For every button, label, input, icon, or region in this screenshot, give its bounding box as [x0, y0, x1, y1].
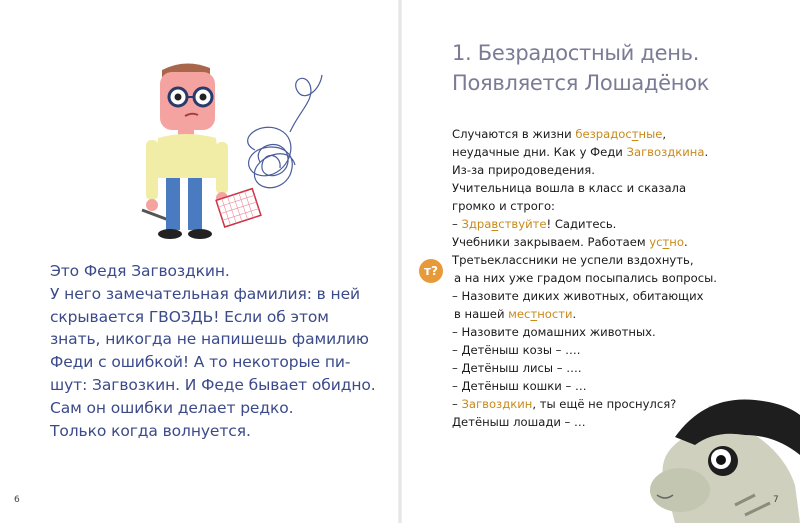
text-fragment: Третьеклассники не успели вздохнуть, — [452, 253, 694, 267]
text-fragment: – Назовите домашних животных. — [452, 325, 656, 339]
text-line — [452, 179, 752, 197]
text-fragment: Случаются в жизни — [452, 127, 576, 141]
intro-paragraph — [50, 260, 376, 442]
text-fragment: – — [452, 397, 462, 411]
text-line — [452, 341, 752, 359]
text-fragment: . — [704, 145, 709, 159]
highlighted-word: Здра — [461, 217, 492, 231]
text-line: У него замечательная фамилия: в ней — [50, 284, 360, 303]
text-line — [452, 323, 752, 341]
highlighted-word: Загвоздкина — [626, 145, 705, 159]
text-fragment: , — [662, 127, 667, 141]
text-fragment: , ты ещё не проснулся? — [532, 397, 677, 411]
question-badge: т? — [419, 259, 443, 283]
highlighted-word: ные — [638, 127, 663, 141]
scribble-icon — [248, 75, 322, 188]
boy-fedya-illustration — [140, 50, 340, 250]
highlighted-word: т — [631, 127, 639, 141]
text-line: Это Федя Загвоздкин. — [50, 262, 230, 280]
text-line — [452, 215, 752, 233]
text-line: скрывается ГВОЗДЬ! Если об этом — [50, 307, 329, 326]
text-fragment: Детёныш лошади – … — [452, 415, 586, 429]
highlighted-word: мес — [508, 307, 531, 321]
text-fragment: – Детёныш кошки – … — [452, 379, 587, 393]
highlighted-word: в — [491, 217, 499, 231]
highlighted-word: т — [530, 307, 538, 321]
text-line — [452, 287, 752, 305]
text-line — [452, 161, 752, 179]
right-page — [400, 0, 800, 523]
text-fragment: – Детёныш лисы – …. — [452, 361, 582, 375]
text-fragment: а на них уже градом посыпались вопросы. — [454, 271, 717, 285]
text-fragment: – — [452, 217, 462, 231]
highlighted-word: ствуйте — [498, 217, 547, 231]
text-fragment: – Детёныш козы – …. — [452, 343, 581, 357]
highlighted-word: ус — [649, 235, 663, 249]
text-line: знать, никогда не напишешь фамилию — [50, 330, 369, 349]
text-line — [452, 251, 752, 269]
text-fragment: – Назовите диких животных, обитающих — [452, 289, 704, 303]
text-line — [452, 233, 752, 251]
highlighted-word: но — [669, 235, 684, 249]
highlighted-word: безрадос — [575, 127, 632, 141]
highlighted-word: Загвоздкин — [461, 397, 533, 411]
title-line: Появляется Лошадёнок — [452, 71, 710, 95]
text-fragment: ! Садитесь. — [546, 217, 617, 231]
text-line: Только когда волнуется. — [50, 421, 251, 440]
text-fragment: громко и строго: — [452, 199, 555, 213]
page-number: 6 — [14, 495, 20, 505]
text-fragment: . — [572, 307, 577, 321]
text-fragment: Учительница вошла в класс и сказала — [452, 181, 687, 195]
text-fragment: Из-за природоведения. — [452, 163, 595, 177]
highlighted-word: т — [662, 235, 670, 249]
highlighted-word: ности — [537, 307, 573, 321]
text-line: шут: Загвозкин. И Феде бывает обидно. — [50, 375, 376, 394]
text-line — [452, 197, 752, 215]
text-line — [452, 143, 752, 161]
text-fragment: в нашей — [454, 307, 509, 321]
text-fragment: Учебники закрываем. Работаем — [452, 235, 650, 249]
text-line — [452, 305, 752, 323]
title-line: 1. Безрадостный день. — [452, 41, 700, 65]
chapter-title — [452, 38, 709, 98]
text-line: Сам он ошибки делает редко. — [50, 398, 294, 417]
text-line — [452, 269, 752, 287]
text-line: Феди с ошибкой! А то некоторые пи- — [50, 353, 351, 372]
text-fragment: . — [683, 235, 688, 249]
text-line — [452, 125, 752, 143]
text-fragment: неудачные дни. Как у Феди — [452, 145, 627, 159]
page-number: 7 — [773, 495, 779, 505]
